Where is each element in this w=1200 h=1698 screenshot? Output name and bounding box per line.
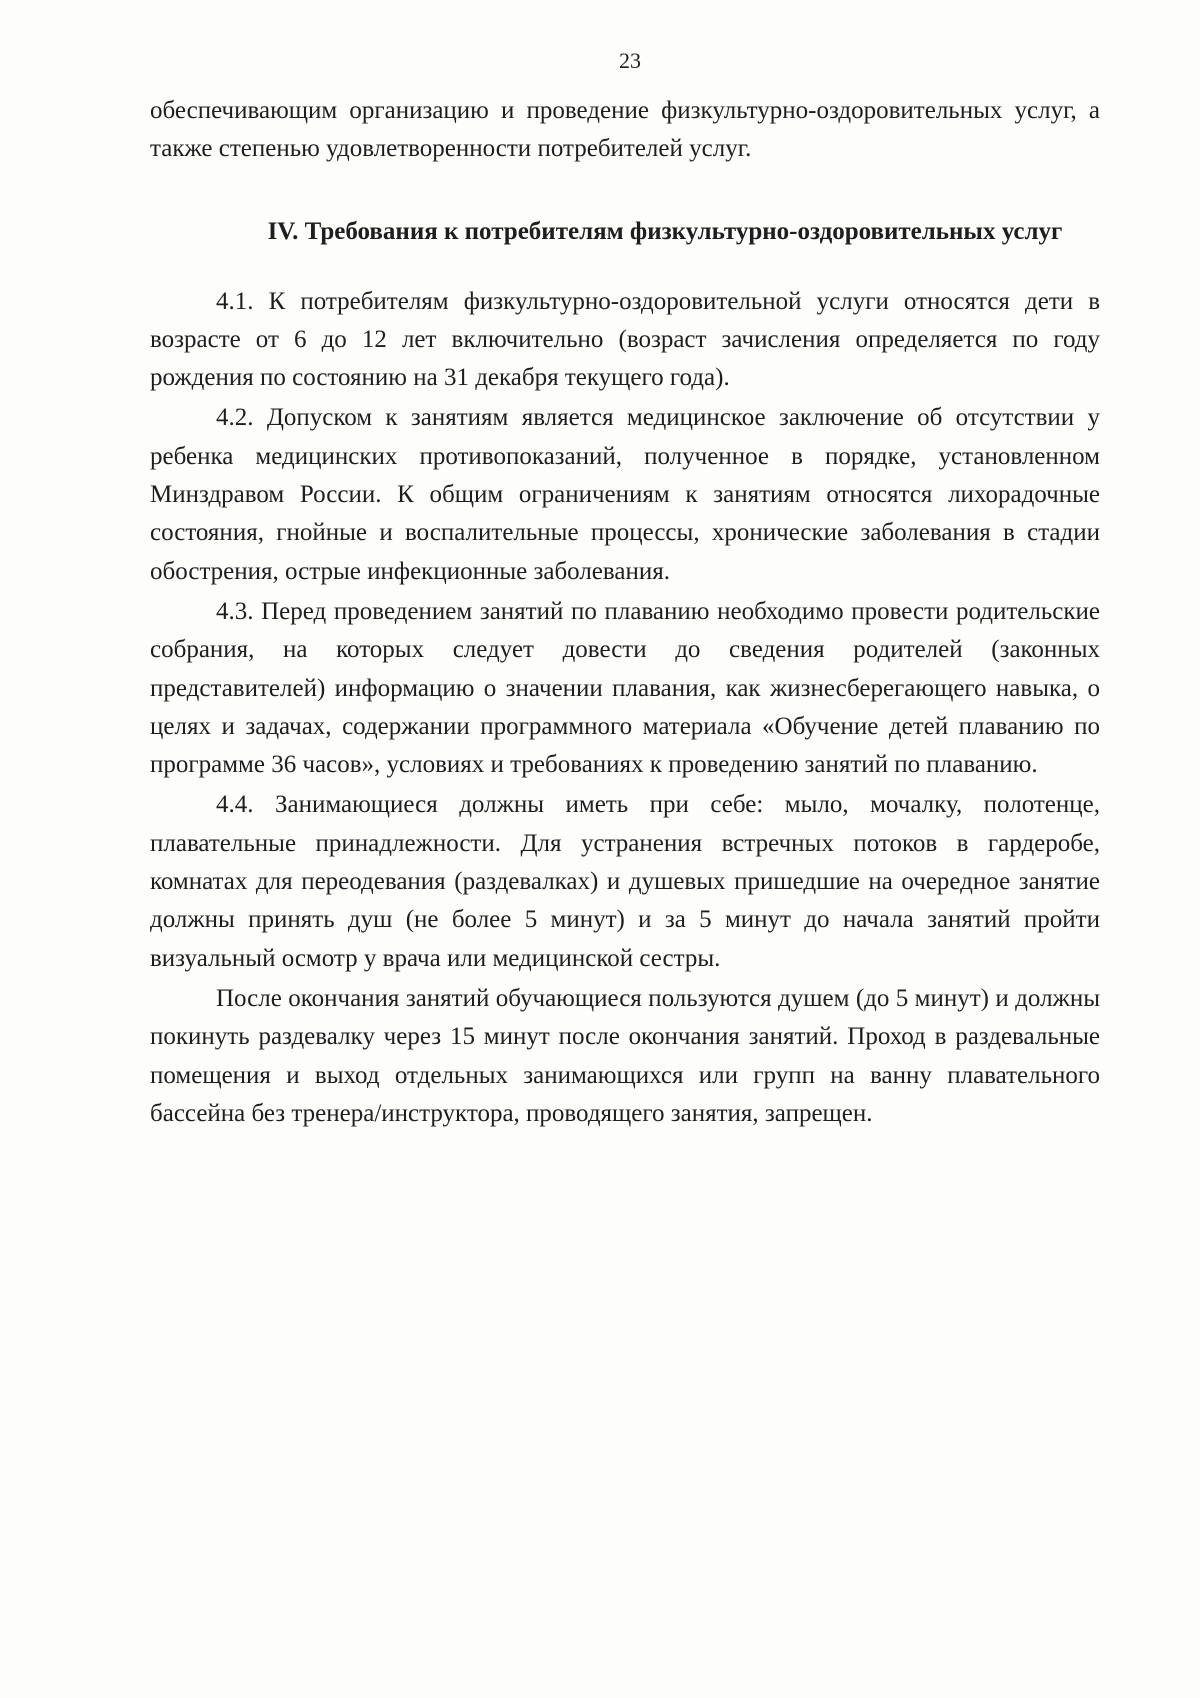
section-heading: IV. Требования к потребителям физкультурно-оздоровительных услуг xyxy=(267,217,1063,245)
document-body xyxy=(150,92,1100,1133)
page-number: 23 xyxy=(619,48,641,73)
paragraph-4-3: 4.3. Перед проведением занятий по плаванию необходимо провести родительские собрания, на которых следует довести до сведения родителей (законных представителей) информацию о значении плавания, как жизнесберегающего навыка, о целях и задачах, содержании программного материала «Обучение детей плаванию по программе 36 часов», условиях и требованиях к проведению занятий по плаванию. xyxy=(150,597,1100,779)
paragraph-4-2: 4.2. Допуском к занятиям является медицинское заключение об отсутствии у ребенка медицинских противопоказаний, полученное в порядке, установленном Минздравом России. К общим ограничениям к занятиям относятся лихорадочные состояния, гнойные и воспалительные процессы, хронические заболевания в стадии обострения, острые инфекционные заболевания. xyxy=(150,404,1100,585)
paragraph-after-class: После окончания занятий обучающиеся пользуются душем (до 5 минут) и должны покинуть раздевалку через 15 минут после окончания занятий. Проход в раздевальные помещения и выход отдельных занимающихся или групп на ванну плавательного бассейна без тренера/инструктора, проводящего занятия, запрещен. xyxy=(150,984,1100,1127)
paragraph-4-4: 4.4. Занимающиеся должны иметь при себе: мыло, мочалку, полотенце, плавательные принадлежности. Для устранения встречных потоков в гардеробе, комнатах для переодевания (раздевалках) и душевых пришедшие на очередное занятие должны принять душ (не более 5 минут) и за 5 минут до начала занятий пройти визуальный осмотр у врача или медицинской сестры. xyxy=(150,791,1100,972)
continuation-paragraph: обеспечивающим организацию и проведение физкультурно-оздоровительных услуг, а также степенью удовлетворенности потребителей услуг. xyxy=(150,97,1100,163)
paragraph-4-1: 4.1. К потребителям физкультурно-оздоровительной услуги относятся дети в возрасте от 6 до 12 лет включительно (возраст зачисления определяется по году рождения по состоянию на 31 декабря текущего года). xyxy=(150,287,1100,392)
